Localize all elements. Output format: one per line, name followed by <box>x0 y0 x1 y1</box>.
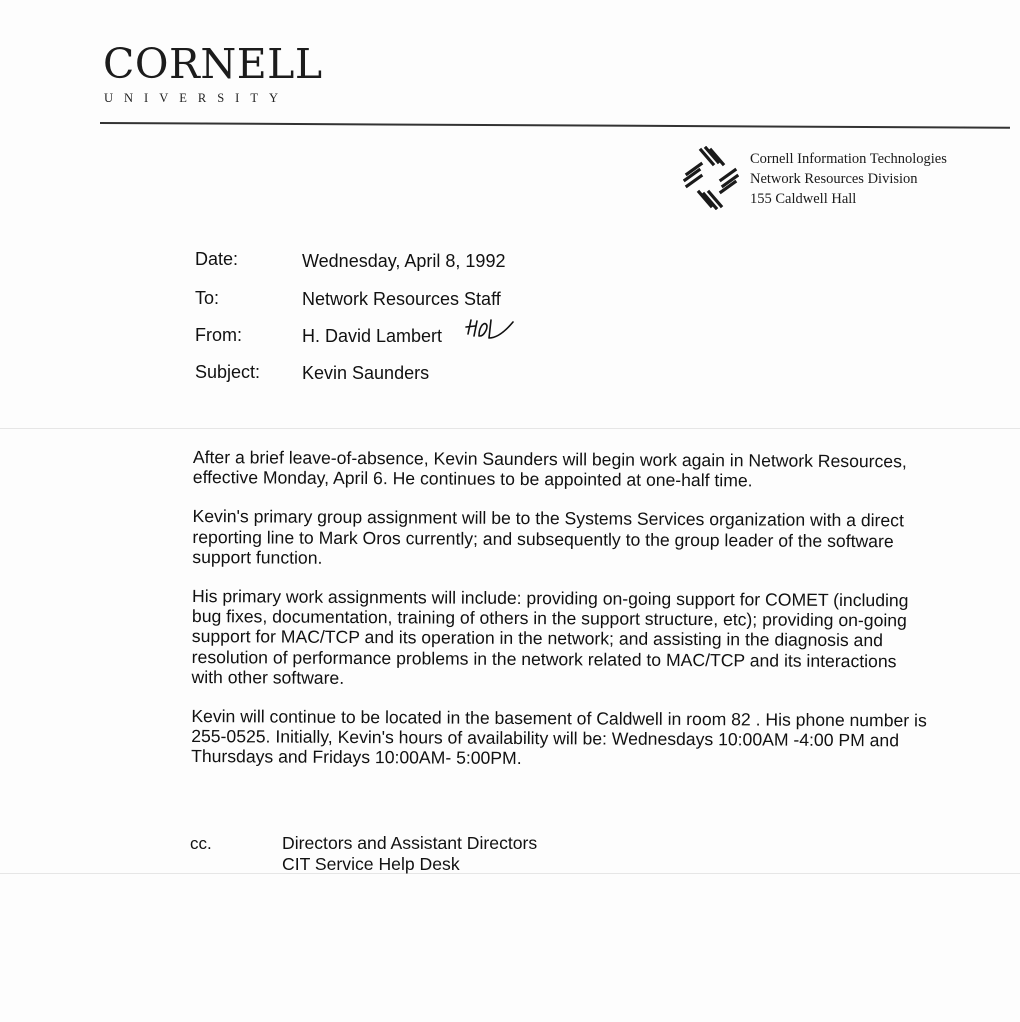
letterhead-rule <box>100 122 1010 128</box>
body-paragraph: Kevin's primary group assignment will be to the Systems Services organization with a direct reporting line to Mark Oros currently; and subsequently to the group leader of the software support function. <box>192 506 904 568</box>
to-label: To: <box>195 288 220 308</box>
cc-recipients <box>282 833 537 875</box>
subject-value: Kevin Saunders <box>302 363 430 383</box>
handwritten-initials-signature <box>465 314 517 346</box>
dept-line: Network Resources Division <box>750 171 918 187</box>
body-paragraph: His primary work assignments will include: providing on-going support for COMET (including bug fixes, documentation, training of others in the support structure, etc); providing on-going support for MAC/TCP and its operation in the network; and assisting in the diagnosis and resolution of performance problems in the network related to MAC/TCP and its interactions with other software. <box>191 586 909 688</box>
from-value: H. David Lambert <box>302 326 443 346</box>
subject-label: Subject: <box>195 362 261 382</box>
dept-line: 155 Caldwell Hall <box>750 191 857 207</box>
letterhead-name: CORNELL <box>103 40 323 88</box>
cc-recipient: Directors and Assistant Directors <box>282 833 538 853</box>
cit-diamond-logo-icon <box>683 146 739 210</box>
from-label: From: <box>195 325 242 345</box>
cc-label: cc. <box>190 834 212 853</box>
to-value: Network Resources Staff <box>302 289 501 309</box>
date-value: Wednesday, April 8, 1992 <box>302 251 506 271</box>
date-label: Date: <box>195 249 239 269</box>
body-paragraph: After a brief leave-of-absence, Kevin Saunders will begin work again in Network Resources, effective Monday, April 6. He continues to be appointed at one-half time. <box>192 447 907 491</box>
memo-body <box>191 447 933 790</box>
paper-fold-line <box>0 428 1020 429</box>
dept-line: Cornell Information Technologies <box>750 151 947 167</box>
letterhead-subname: UNIVERSITY <box>104 91 289 105</box>
body-paragraph: Kevin will continue to be located in the basement of Caldwell in room 82 . His phone number is 255-0525. Initially, Kevin's hours of availability will be: Wednesdays 10:00AM -4:00 PM and Thursdays and Fridays 10:00AM- 5:00PM. <box>191 706 927 769</box>
department-address <box>750 149 947 209</box>
cc-recipient: CIT Service Help Desk <box>282 854 460 874</box>
